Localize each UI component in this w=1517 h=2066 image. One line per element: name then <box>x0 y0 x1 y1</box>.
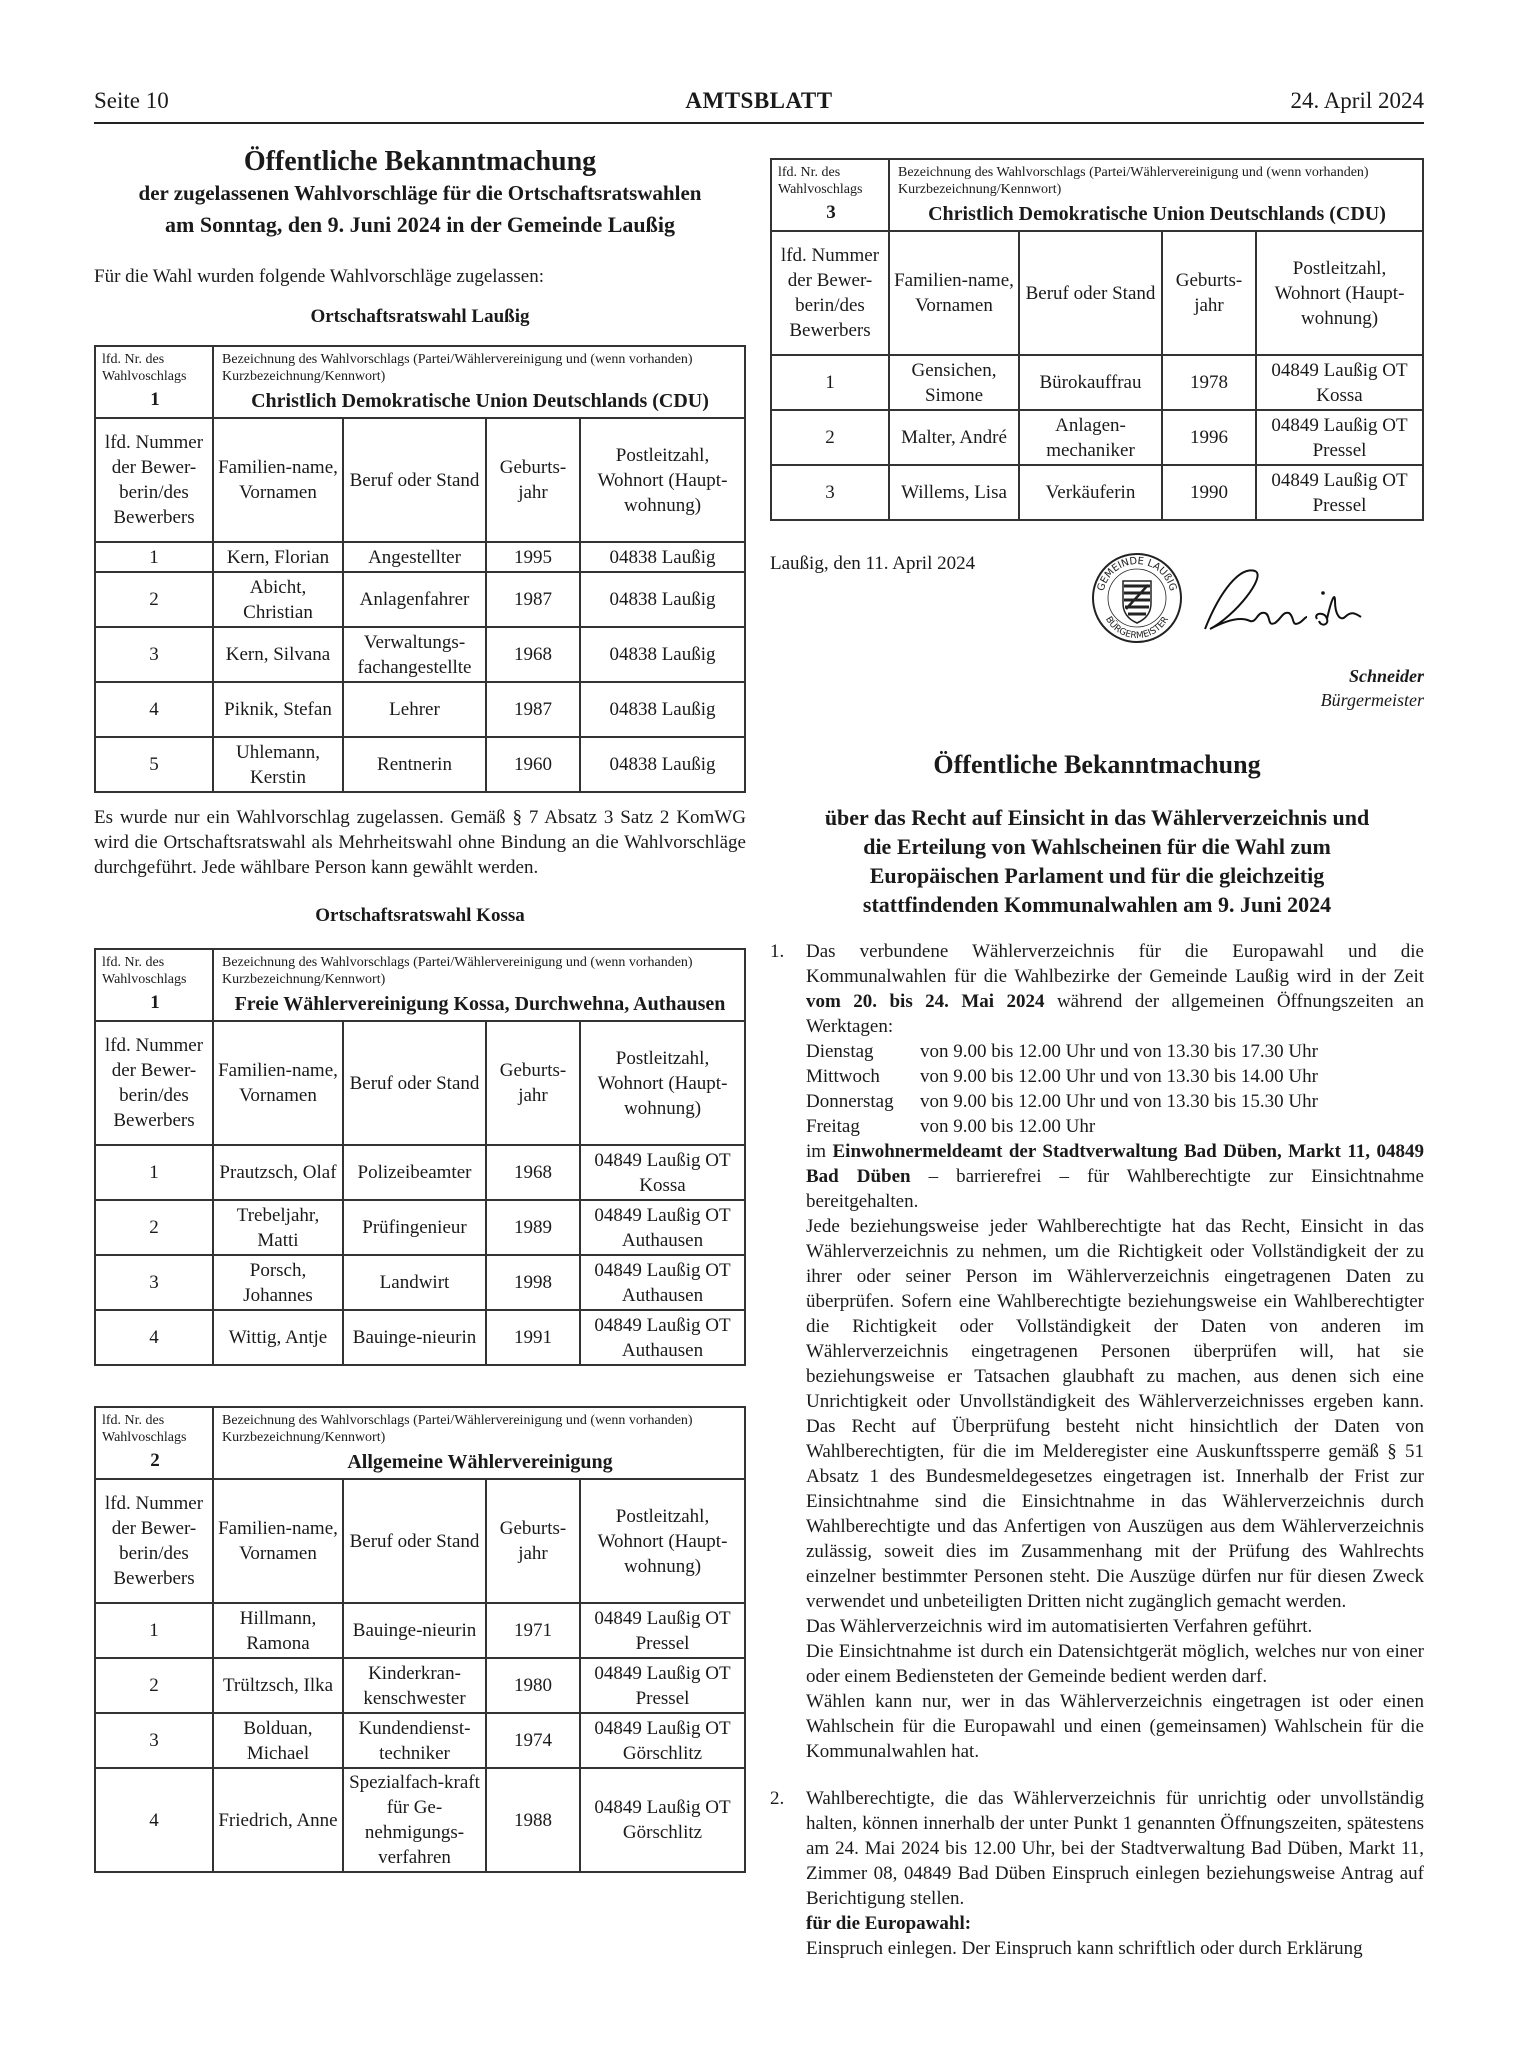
candidate-nr: 4 <box>95 1310 213 1365</box>
candidate-beruf: Anlagenfahrer <box>343 572 486 627</box>
proposal-header-row <box>95 1407 745 1479</box>
candidate-beruf: Bürokauffrau <box>1019 355 1162 410</box>
list-item-2 <box>770 1786 1424 1961</box>
col-header-nr: lfd. Nummer der Bewer-berin/des Bewerbers <box>95 1479 213 1603</box>
col-header-jahr: Geburts-jahr <box>486 418 580 542</box>
voting-eligibility-text: Wählen kann nur, wer in das Wählerverzeichnis eingetragen ist oder einen Wahlschein für die Europawahl und einen (gemeinsamen) Wahlschein für die Kommunalwahlen hat. <box>806 1691 1424 1762</box>
col-header-ort: Postleitzahl, Wohnort (Haupt-wohnung) <box>580 1479 745 1603</box>
candidate-row <box>771 410 1423 465</box>
inspection-period-text: Das verbundene Wählerverzeichnis für die Europawahl und die Kommunalwahlen für die Wahlbezirke der Gemeinde Laußig wird in der Zeit vom 20. bis 24. Mai 2024 während der allgemeinen Öffnungszeiten an Werktagen: <box>806 941 1424 1037</box>
candidate-beruf: Kinderkran-kenschwester <box>343 1658 486 1713</box>
col-header-beruf: Beruf oder Stand <box>343 1021 486 1145</box>
candidate-beruf: Verkäuferin <box>1019 465 1162 520</box>
candidate-name: Porsch, Johannes <box>213 1255 343 1310</box>
candidate-name: Hillmann, Ramona <box>213 1603 343 1658</box>
municipal-seal-icon <box>1090 551 1184 645</box>
candidate-jahr: 1988 <box>486 1768 580 1872</box>
candidate-ort: 04838 Laußig <box>580 627 745 682</box>
candidate-jahr: 1978 <box>1162 355 1256 410</box>
candidate-jahr: 1987 <box>486 682 580 737</box>
proposal-header-row <box>95 346 745 418</box>
candidate-nr: 1 <box>95 542 213 572</box>
section-title-kossa: Ortschaftsratswahl Kossa <box>315 905 525 926</box>
candidate-row <box>95 542 745 572</box>
display-device-text: Die Einsichtnahme ist durch ein Datensichtgerät möglich, welches nur von einer oder einem Bediensteten der Gemeinde bedient werden darf. <box>806 1641 1424 1687</box>
publication-title: AMTSBLATT <box>685 88 833 113</box>
signatory-name: Schneider <box>1348 666 1424 686</box>
location-text: im Einwohnermeldeamt der Stadtverwaltung Bad Düben, Markt 11, 04849 Bad Düben – barrierefrei – für Wahlberechtigte zur Einsichtnahme bereitgehalten. <box>806 1141 1424 1212</box>
candidate-nr: 3 <box>95 1713 213 1768</box>
candidate-nr: 1 <box>95 1145 213 1200</box>
proposal-number: 3 <box>826 202 836 223</box>
candidate-ort: 04849 Laußig OT Pressel <box>580 1603 745 1658</box>
col-header-name: Familien-name, Vornamen <box>213 418 343 542</box>
proposal-number-label: lfd. Nr. des Wahlvoschlags <box>102 352 187 384</box>
signature-icon <box>1195 561 1395 641</box>
europawahl-label: für die Europawahl: <box>806 1913 972 1934</box>
candidate-jahr: 1968 <box>486 1145 580 1200</box>
signature-block <box>770 551 1424 721</box>
candidate-nr: 5 <box>95 737 213 792</box>
candidate-jahr: 1991 <box>486 1310 580 1365</box>
party-name: Allgemeine Wählervereinigung <box>347 1451 613 1473</box>
candidate-ort: 04838 Laußig <box>580 542 745 572</box>
candidate-jahr: 1971 <box>486 1603 580 1658</box>
candidate-nr: 4 <box>95 1768 213 1872</box>
candidate-ort: 04849 Laußig OT Pressel <box>1256 465 1423 520</box>
svg-text:BÜRGERMEISTER: BÜRGERMEISTER <box>1103 615 1171 642</box>
candidate-nr: 4 <box>95 682 213 737</box>
candidate-row <box>95 1310 745 1365</box>
objection-text: Wahlberechtigte, die das Wählerverzeichnis für unrichtig oder unvollständig halten, können innerhalb der unter Punkt 1 genannten Öffnungszeiten, spätestens am 24. Mai 2024 bis 12.00 Uhr, bei der Stadtverwaltung Bad Düben, Markt 11, Zimmer 08, 04849 Bad Düben Einspruch einlegen beziehungsweise Antrag auf Berichtigung stellen. <box>806 1788 1424 1909</box>
col-header-jahr: Geburts-jahr <box>486 1479 580 1603</box>
candidate-nr: 1 <box>771 355 889 410</box>
hours-row: Donnerstag von 9.00 bis 12.00 Uhr und von 13.30 bis 15.30 Uhr <box>806 1091 1318 1112</box>
candidate-ort: 04849 Laußig OT Kossa <box>580 1145 745 1200</box>
candidate-beruf: Verwaltungs-fachangestellte <box>343 627 486 682</box>
proposal-table-kossa-2 <box>94 1406 746 1873</box>
candidate-jahr: 1989 <box>486 1200 580 1255</box>
hours-row: Mittwoch von 9.00 bis 12.00 Uhr und von 13.30 bis 14.00 Uhr <box>806 1066 1318 1087</box>
list-item-1 <box>770 939 1424 1764</box>
candidate-name: Kern, Florian <box>213 542 343 572</box>
candidate-row <box>95 1255 745 1310</box>
candidate-jahr: 1995 <box>486 542 580 572</box>
candidate-ort: 04838 Laußig <box>580 572 745 627</box>
left-column <box>94 140 746 1873</box>
candidate-nr: 3 <box>771 465 889 520</box>
party-name: Christlich Demokratische Union Deutschlands (CDU) <box>251 390 709 412</box>
proposal-header-row <box>95 949 745 1021</box>
candidate-name: Friedrich, Anne <box>213 1768 343 1872</box>
candidate-ort: 04849 Laußig OT Authausen <box>580 1255 745 1310</box>
candidate-name: Prautzsch, Olaf <box>213 1145 343 1200</box>
candidate-ort: 04838 Laußig <box>580 682 745 737</box>
col-header-name: Familien-name, Vornamen <box>213 1021 343 1145</box>
col-header-ort: Postleitzahl, Wohnort (Haupt-wohnung) <box>1256 231 1423 355</box>
candidate-nr: 2 <box>771 410 889 465</box>
candidate-jahr: 1990 <box>1162 465 1256 520</box>
candidate-nr: 2 <box>95 1200 213 1255</box>
column-header-row <box>95 418 745 542</box>
place-date: Laußig, den 11. April 2024 <box>770 553 976 574</box>
candidate-nr: 2 <box>95 572 213 627</box>
col-header-jahr: Geburts-jahr <box>1162 231 1256 355</box>
candidate-name: Uhlemann, Kerstin <box>213 737 343 792</box>
candidate-beruf: Prüfingenieur <box>343 1200 486 1255</box>
candidate-name: Piknik, Stefan <box>213 682 343 737</box>
candidate-row <box>95 572 745 627</box>
col-header-jahr: Geburts-jahr <box>486 1021 580 1145</box>
candidate-beruf: Lehrer <box>343 682 486 737</box>
candidate-row <box>95 1713 745 1768</box>
candidate-row <box>95 1603 745 1658</box>
announcement-subtitle-line1: der zugelassenen Wahlvorschläge für die Ortschaftsratswahlen <box>138 181 702 205</box>
party-name: Christlich Demokratische Union Deutschlands (CDU) <box>928 203 1386 225</box>
col-header-ort: Postleitzahl, Wohnort (Haupt-wohnung) <box>580 418 745 542</box>
proposal-designation-label: Bezeichnung des Wahlvorschlags (Partei/Wählervereinigung und (wenn vorhanden) Kurzbezeichnung/Kennwort) <box>898 165 1369 197</box>
candidate-row <box>95 627 745 682</box>
svg-text:GEMEINDE LAUßIG: GEMEINDE LAUßIG <box>1095 555 1179 593</box>
candidate-beruf: Polizeibeamter <box>343 1145 486 1200</box>
proposal-number: 1 <box>150 389 160 410</box>
candidate-name: Trebeljahr, Matti <box>213 1200 343 1255</box>
candidate-name: Gensichen, Simone <box>889 355 1019 410</box>
candidate-jahr: 1998 <box>486 1255 580 1310</box>
candidate-ort: 04838 Laußig <box>580 737 745 792</box>
candidate-name: Willems, Lisa <box>889 465 1019 520</box>
col-header-nr: lfd. Nummer der Bewer-berin/des Bewerbers <box>95 1021 213 1145</box>
proposal-header-row <box>771 159 1423 231</box>
col-header-beruf: Beruf oder Stand <box>343 418 486 542</box>
automated-procedure-text: Das Wählerverzeichnis wird im automatisierten Verfahren geführt. <box>806 1616 1313 1637</box>
candidate-ort: 04849 Laußig OT Authausen <box>580 1200 745 1255</box>
candidate-name: Kern, Silvana <box>213 627 343 682</box>
candidate-nr: 2 <box>95 1658 213 1713</box>
rights-paragraph: Jede beziehungsweise jeder Wahlberechtigte hat das Recht, Einsicht in das Wählerverzeichnis zu nehmen, um die Richtigkeit oder Vollständigkeit der zu ihrer oder seiner Person im Wählerverzeichnis eingetragenen Daten zu überprüfen. Sofern eine Wahlberechtigte beziehungsweise ein Wahlberechtigter die Richtigkeit oder Vollständigkeit der Daten von anderen im Wählerverzeichnis eingetragenen Personen überprüfen will, hat sie beziehungsweise er Tatsachen glaubhaft zu machen, aus denen sich eine Unrichtigkeit oder Unvollständigkeit des Wählerverzeichnisses ergeben kann. Das Recht auf Überprüfung besteht nicht hinsichtlich der Daten von Wahlberechtigten, für die im Melderegister eine Auskunftssperre gemäß § 51 Absatz 1 des Bundesmeldegesetzes eingetragen ist. Innerhalb der Frist zur Einsichtnahme sind die Einsichtnahme in das Wählerverzeichnis durch Wahlberechtigte und das Anfertigen von Auszügen aus dem Wählerverzeichnis zulässig, soweit dies im Zusammenhang mit der Prüfung des Wahlrechts einzelner bestimmter Personen steht. Die Auszüge dürfen nur für diesen Zweck verwendet und unbeteiligten Dritten nicht zugänglich gemacht werden. <box>806 1216 1424 1612</box>
col-header-name: Familien-name, Vornamen <box>213 1479 343 1603</box>
announcement-title: Öffentliche Bekanntmachung <box>243 146 597 177</box>
column-header-row <box>95 1479 745 1603</box>
candidate-name: Wittig, Antje <box>213 1310 343 1365</box>
col-header-beruf: Beruf oder Stand <box>1019 231 1162 355</box>
candidate-jahr: 1987 <box>486 572 580 627</box>
party-name: Freie Wählervereinigung Kossa, Durchwehna, Authausen <box>234 993 726 1015</box>
proposal-designation-label: Bezeichnung des Wahlvorschlags (Partei/Wählervereinigung und (wenn vorhanden) Kurzbezeichnung/Kennwort) <box>222 1413 693 1445</box>
col-header-nr: lfd. Nummer der Bewer-berin/des Bewerbers <box>771 231 889 355</box>
candidate-row <box>95 1658 745 1713</box>
page-number: Seite 10 <box>94 88 169 113</box>
candidate-ort: 04849 Laußig OT Kossa <box>1256 355 1423 410</box>
subtitle-line: die Erteilung von Wahlscheinen für die Wahl zum <box>863 834 1331 859</box>
list-number: 2. <box>770 1788 785 1809</box>
announcement2-subtitle <box>770 803 1424 919</box>
candidate-row <box>95 1200 745 1255</box>
candidate-row <box>95 737 745 792</box>
candidate-row <box>95 682 745 737</box>
hours-row: Dienstag von 9.00 bis 12.00 Uhr und von 13.30 bis 17.30 Uhr <box>806 1041 1318 1062</box>
candidate-ort: 04849 Laußig OT Pressel <box>580 1658 745 1713</box>
candidate-beruf: Landwirt <box>343 1255 486 1310</box>
col-header-nr: lfd. Nummer der Bewer-berin/des Bewerbers <box>95 418 213 542</box>
subtitle-line: über das Recht auf Einsicht in das Wählerverzeichnis und <box>824 805 1370 830</box>
candidate-row <box>95 1145 745 1200</box>
candidate-ort: 04849 Laußig OT Pressel <box>1256 410 1423 465</box>
col-header-ort: Postleitzahl, Wohnort (Haupt-wohnung) <box>580 1021 745 1145</box>
col-header-beruf: Beruf oder Stand <box>343 1479 486 1603</box>
proposal-table-kossa-1 <box>94 948 746 1366</box>
column-header-row <box>95 1021 745 1145</box>
opening-hours <box>806 1039 1424 1139</box>
candidate-beruf: Bauinge-nieurin <box>343 1310 486 1365</box>
proposal-number: 1 <box>150 992 160 1013</box>
candidate-jahr: 1980 <box>486 1658 580 1713</box>
publication-date: 24. April 2024 <box>1290 88 1424 113</box>
col-header-name: Familien-name, Vornamen <box>889 231 1019 355</box>
candidate-beruf: Kundendienst-techniker <box>343 1713 486 1768</box>
proposal-designation-label: Bezeichnung des Wahlvorschlags (Partei/Wählervereinigung und (wenn vorhanden) Kurzbezeichnung/Kennwort) <box>222 955 693 987</box>
proposal-designation-label: Bezeichnung des Wahlvorschlags (Partei/Wählervereinigung und (wenn vorhanden) Kurzbezeichnung/Kennwort) <box>222 352 693 384</box>
section-title-laussig: Ortschaftsratswahl Laußig <box>310 306 530 327</box>
candidate-row <box>771 355 1423 410</box>
proposal-table-laussig-1 <box>94 345 746 793</box>
candidate-jahr: 1960 <box>486 737 580 792</box>
candidate-row <box>771 465 1423 520</box>
announcement2-title: Öffentliche Bekanntmachung <box>933 750 1261 779</box>
candidate-ort: 04849 Laußig OT Görschlitz <box>580 1768 745 1872</box>
subtitle-line: stattfindenden Kommunalwahlen am 9. Juni 2024 <box>862 892 1332 917</box>
candidate-name: Abicht, Christian <box>213 572 343 627</box>
candidate-beruf: Bauinge-nieurin <box>343 1603 486 1658</box>
intro-text: Für die Wahl wurden folgende Wahlvorschläge zugelassen: <box>94 266 544 287</box>
candidate-nr: 3 <box>95 627 213 682</box>
majority-vote-note: Es wurde nur ein Wahlvorschlag zugelassen. Gemäß § 7 Absatz 3 Satz 2 KomWG wird die Ortschaftsratswahl als Mehrheitswahl ohne Bindung an die Wahlvorschläge durchgeführt. Jede wählbare Person kann gewählt werden. <box>94 807 746 878</box>
candidate-nr: 3 <box>95 1255 213 1310</box>
hours-row: Freitag von 9.00 bis 12.00 Uhr <box>806 1116 1096 1137</box>
candidate-beruf: Rentnerin <box>343 737 486 792</box>
candidate-beruf: Anlagen-mechaniker <box>1019 410 1162 465</box>
right-column <box>770 158 1424 1961</box>
proposal-number-label: lfd. Nr. des Wahlvoschlags <box>102 1413 187 1445</box>
candidate-name: Trültzsch, Ilka <box>213 1658 343 1713</box>
proposal-table-kossa-3 <box>770 158 1424 521</box>
candidate-beruf: Angestellter <box>343 542 486 572</box>
announcement-subtitle-line2: am Sonntag, den 9. Juni 2024 in der Gemeinde Laußig <box>165 212 675 237</box>
signatory-role: Bürgermeister <box>1320 690 1424 710</box>
column-header-row <box>771 231 1423 355</box>
candidate-row <box>95 1768 745 1872</box>
candidate-name: Bolduan, Michael <box>213 1713 343 1768</box>
candidate-name: Malter, André <box>889 410 1019 465</box>
proposal-number-label: lfd. Nr. des Wahlvoschlags <box>102 955 187 987</box>
list-number: 1. <box>770 941 785 962</box>
objection-continued-text: Einspruch einlegen. Der Einspruch kann schriftlich oder durch Erklärung <box>806 1938 1363 1959</box>
candidate-ort: 04849 Laußig OT Görschlitz <box>580 1713 745 1768</box>
candidate-beruf: Spezialfach-kraft für Ge-nehmigungs-verfahren <box>343 1768 486 1872</box>
candidate-jahr: 1968 <box>486 627 580 682</box>
candidate-jahr: 1996 <box>1162 410 1256 465</box>
candidate-jahr: 1974 <box>486 1713 580 1768</box>
subtitle-line: Europäischen Parlament und für die gleichzeitig <box>869 863 1325 888</box>
proposal-number: 2 <box>150 1450 160 1471</box>
candidate-ort: 04849 Laußig OT Authausen <box>580 1310 745 1365</box>
proposal-number-label: lfd. Nr. des Wahlvoschlags <box>778 165 863 197</box>
candidate-nr: 1 <box>95 1603 213 1658</box>
page-header <box>94 88 1424 124</box>
